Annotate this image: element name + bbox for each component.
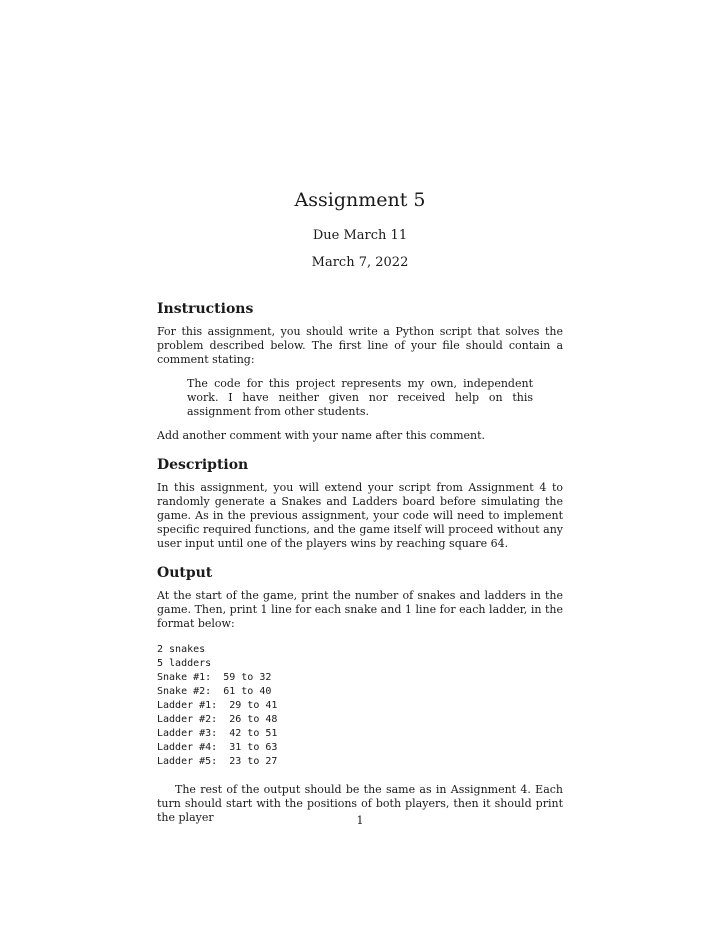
code-line: Ladder #5: 23 to 27 [157,756,278,767]
section-heading-description: Description [157,457,249,473]
document-body [157,299,563,837]
code-line: Ladder #2: 26 to 48 [157,714,278,725]
due-date: Due March 11 [312,228,408,243]
document-date: March 7, 2022 [311,255,409,270]
code-line: 2 snakes [157,644,206,655]
instructions-paragraph: For this assignment, you should write a Python script that solves the problem described below. The first line of your file should contain a comment stating: [157,325,563,366]
section-heading-instructions: Instructions [157,301,254,317]
code-line: Snake #1: 59 to 32 [157,672,272,683]
document-title: Assignment 5 [294,189,426,211]
output-paragraph-2: The rest of the output should be the same as in Assignment 4. Each turn should start with the positions of both players, then it should print the player [157,783,563,824]
code-line: Ladder #1: 29 to 41 [157,700,278,711]
page-number: 1 [356,814,364,827]
title-block [0,186,720,272]
output-paragraph: At the start of the game, print the number of snakes and ladders in the game. Then, print 1 line for each snake and 1 line for each ladder, in the format below: [157,589,563,630]
code-line: Snake #2: 61 to 40 [157,686,272,697]
code-line: 5 ladders [157,658,212,669]
instructions-section [157,299,563,443]
output-code-block [157,643,563,769]
code-line: Ladder #4: 31 to 63 [157,742,278,753]
output-section [157,563,563,825]
description-paragraph: In this assignment, you will extend your script from Assignment 4 to randomly generate a Snakes and Ladders board before simulating the game. As in the previous assignment, your code will need to implement specific required functions, and the game itself will proceed without any user input until one of the players wins by reaching square 64. [157,481,563,550]
instructions-paragraph-2: Add another comment with your name after this comment. [157,429,486,442]
honor-statement-quote: The code for this project represents my own, independent work. I have neither given nor received help on this assignment from other students. [187,377,533,418]
code-line: Ladder #3: 42 to 51 [157,728,278,739]
section-heading-output: Output [157,565,213,581]
description-section [157,455,563,551]
